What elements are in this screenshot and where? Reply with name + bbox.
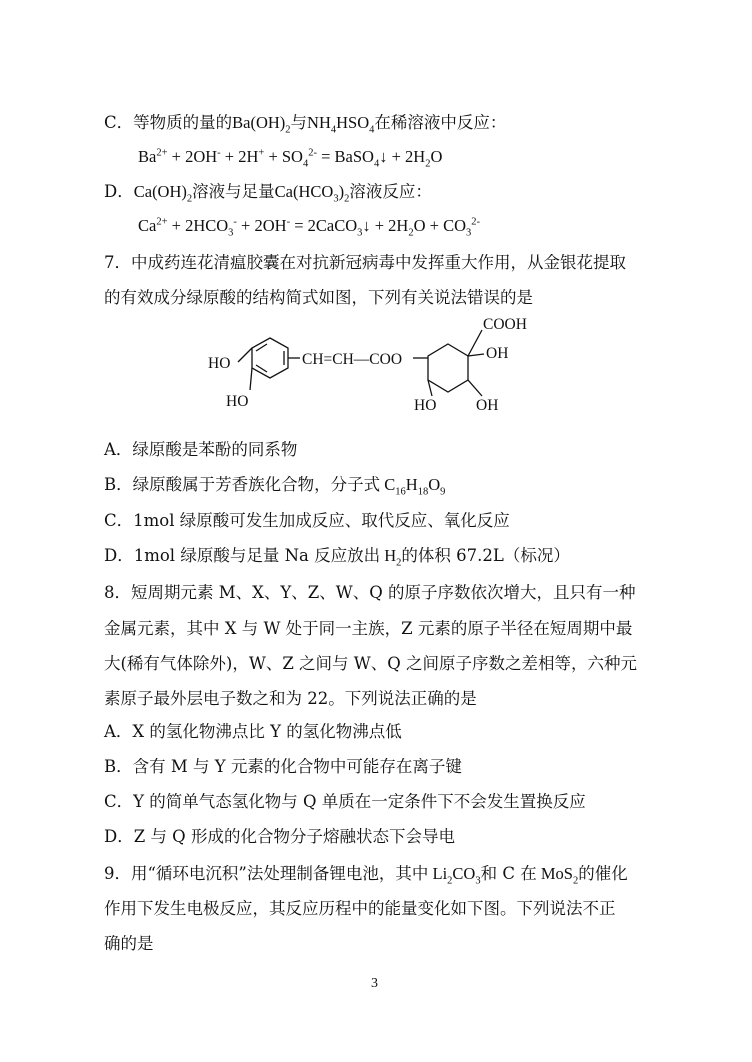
chain-label: CH=CH—COO (302, 351, 403, 368)
benzene-ring (252, 338, 288, 378)
q7-option-b: B．绿原酸属于芳香族化合物，分子式 $C_{16}H_{18}O_9$ (104, 475, 446, 498)
q7-option-a: A．绿原酸是苯酚的同系物 (104, 440, 298, 459)
q6-option-c: C．等物质的量的$Ba(OH)_2$与$NH_4HSO_4$在稀溶液中反应： (104, 113, 507, 136)
q7-option-d: D．1mol 绿原酸与足量 Na 反应放出 $H_2$的体积 67.2L（标况） (104, 546, 570, 569)
chlorogenic-acid-structure (200, 310, 540, 416)
q7-stem-line1: 7．中成药连花清瘟胶囊在对抗新冠病毒中发挥重大作用，从金银花提取 (104, 253, 626, 272)
ho-top-label: HO (208, 355, 231, 372)
q9-stem-line1: 9．用“循环电沉积”法处理制备锂电池，其中 $Li_2CO_3$和 C 在 MoS$_2$的催化 (104, 864, 628, 887)
q9-stem-line2: 作用下发生电极反应，其反应历程中的能量变化如下图。下列说法不正 (104, 899, 616, 918)
q8-stem-line1: 8．短周期元素 M、X、Y、Z、W、Q 的原子序数依次增大，且只有一种 (104, 583, 636, 602)
ho-bottom-label: HO (226, 393, 249, 410)
cyclohexane-ring (428, 344, 468, 392)
q8-option-d: D．Z 与 Q 形成的化合物分子熔融状态下会导电 (104, 827, 455, 846)
q9-stem-line3: 确的是 (104, 934, 154, 953)
q7-stem-line2: 的有效成分绿原酸的结构简式如图，下列有关说法错误的是 (104, 288, 533, 307)
ho-ring-bottom-left-label: HO (414, 397, 437, 414)
q6-equation-d: $Ca^{2+} + 2HCO_3^- + 2OH^-$ = 2CaCO$_3$↓ + $2H_2O + CO_3^{2-}$ (138, 216, 481, 239)
cooh-label: COOH (483, 316, 527, 333)
page-number: 3 (371, 976, 378, 991)
q8-option-a: A．X 的氢化物沸点比 Y 的氢化物沸点低 (104, 722, 402, 741)
q8-option-c: C．Y 的简单气态氢化物与 Q 单质在一定条件下不会发生置换反应 (104, 792, 586, 811)
q8-stem-line2: 金属元素，其中 X 与 W 处于同一主族，Z 元素的原子半径在短周期中最 (104, 619, 633, 638)
q7-option-c: C．1mol 绿原酸可发生加成反应、取代反应、氧化反应 (104, 511, 510, 530)
q8-stem-line4: 素原子最外层电子数之和为 22。下列说法正确的是 (104, 689, 477, 708)
q6-equation-c: $Ba^{2+} + 2OH^- + 2H^+ + SO_4^{2-}$ = BaSO$_4$↓ + $2H_2O$ (138, 147, 443, 170)
q8-stem-line3: 大(稀有气体除外)，W、Z 之间与 W、Q 之间原子序数之差相等，六种元 (104, 654, 638, 673)
q6-option-d: D．$Ca(OH)_2$溶液与足量$Ca(HCO_3)_2$溶液反应： (104, 182, 432, 205)
q8-option-b: B．含有 M 与 Y 元素的化合物中可能存在离子键 (104, 757, 462, 776)
oh-ring-bottom-right-label: OH (476, 397, 499, 414)
oh-right-label: OH (486, 345, 509, 362)
